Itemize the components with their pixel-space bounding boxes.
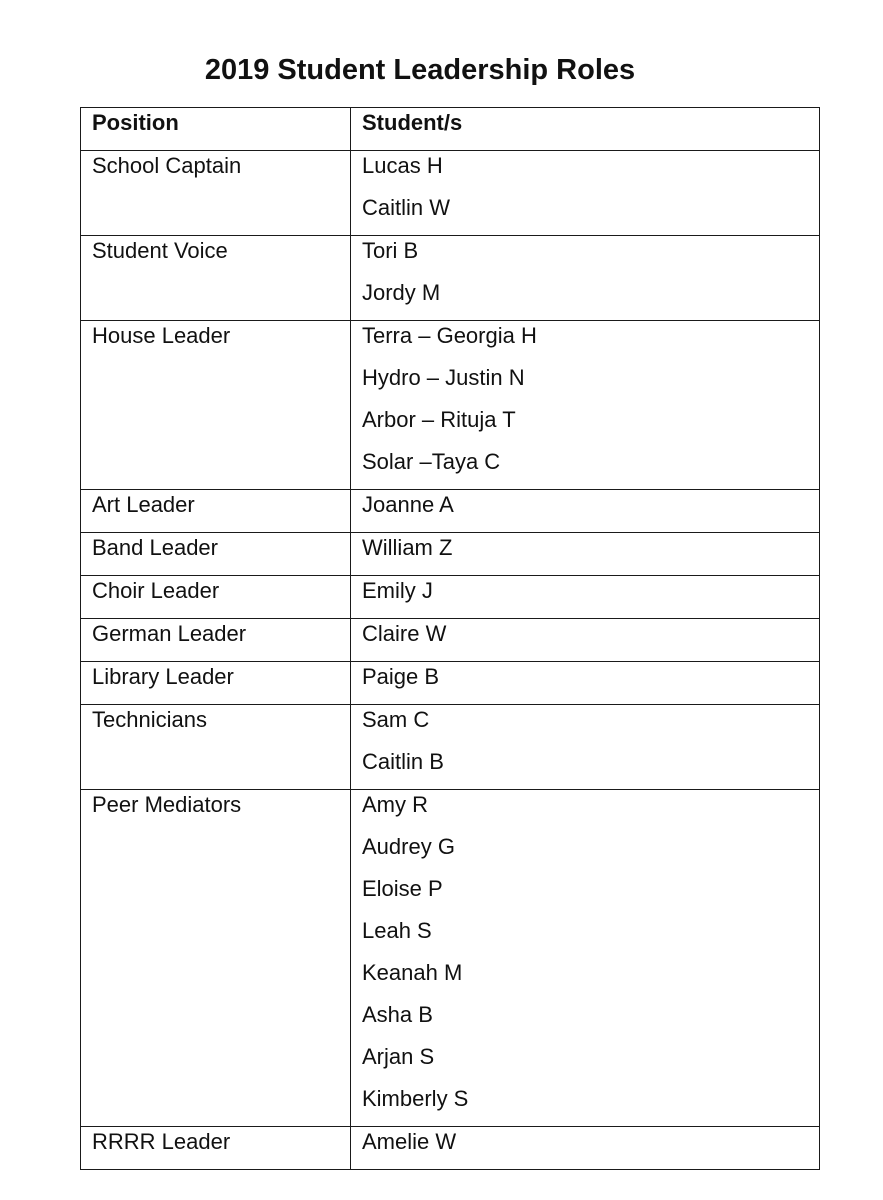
position-label: Art Leader: [92, 492, 195, 517]
students-cell: [351, 236, 820, 321]
position-label: Choir Leader: [92, 578, 220, 603]
student-name: Arbor – Rituja T: [362, 407, 516, 432]
position-cell: [81, 662, 351, 705]
position-cell: [81, 1127, 351, 1170]
table-row: [81, 662, 820, 705]
position-cell: [81, 619, 351, 662]
student-name: Sam C: [362, 707, 430, 732]
students-cell: [351, 490, 820, 533]
position-label: Band Leader: [92, 535, 218, 560]
table-row: [81, 533, 820, 576]
table-header-row: [81, 108, 820, 151]
student-name: Emily J: [362, 578, 433, 603]
student-name: Caitlin W: [362, 195, 451, 220]
table-row: [81, 321, 820, 490]
students-cell: [351, 576, 820, 619]
table-row: [81, 490, 820, 533]
student-name: Keanah M: [362, 960, 463, 985]
student-name: Tori B: [362, 238, 419, 263]
student-name: Terra – Georgia H: [362, 323, 537, 348]
header-cell-students: [351, 108, 820, 151]
column-header-position: Position: [92, 110, 179, 135]
student-name: Amy R: [362, 792, 428, 817]
position-label: Library Leader: [92, 664, 234, 689]
student-name: Caitlin B: [362, 749, 444, 774]
students-cell: [351, 1127, 820, 1170]
student-name: Eloise P: [362, 876, 443, 901]
table-row: [81, 151, 820, 236]
document-title: 2019 Student Leadership Roles: [204, 54, 636, 86]
student-name: Kimberly S: [362, 1086, 469, 1111]
position-cell: [81, 705, 351, 790]
student-name: Amelie W: [362, 1129, 457, 1154]
position-label: School Captain: [92, 153, 242, 178]
column-header-students: Student/s: [362, 110, 463, 135]
table-body: [81, 151, 820, 1170]
student-name: Solar –Taya C: [362, 449, 501, 474]
students-cell: [351, 151, 820, 236]
table-row: [81, 619, 820, 662]
student-name: William Z: [362, 535, 453, 560]
position-cell: [81, 576, 351, 619]
student-name: Paige B: [362, 664, 440, 689]
position-label: German Leader: [92, 621, 247, 646]
student-name: Claire W: [362, 621, 447, 646]
students-cell: [351, 705, 820, 790]
table-row: [81, 790, 820, 1127]
students-cell: [351, 619, 820, 662]
students-cell: [351, 790, 820, 1127]
student-name: Audrey G: [362, 834, 455, 859]
student-name: Jordy M: [362, 280, 441, 305]
position-label: RRRR Leader: [92, 1129, 231, 1154]
students-cell: [351, 662, 820, 705]
table-row: [81, 1127, 820, 1170]
position-cell: [81, 236, 351, 321]
position-cell: [81, 490, 351, 533]
students-cell: [351, 533, 820, 576]
header-cell-position: [81, 108, 351, 151]
position-cell: [81, 533, 351, 576]
position-label: House Leader: [92, 323, 231, 348]
student-name: Asha B: [362, 1002, 433, 1027]
student-name: Lucas H: [362, 153, 443, 178]
position-label: Peer Mediators: [92, 792, 242, 817]
table-row: [81, 705, 820, 790]
leadership-roles-table: [80, 107, 820, 1170]
position-cell: [81, 151, 351, 236]
table-row: [81, 236, 820, 321]
students-cell: [351, 321, 820, 490]
student-name: Joanne A: [362, 492, 454, 517]
position-cell: [81, 790, 351, 1127]
student-name: Hydro – Justin N: [362, 365, 525, 390]
student-name: Leah S: [362, 918, 432, 943]
student-name: Arjan S: [362, 1044, 435, 1069]
position-cell: [81, 321, 351, 490]
position-label: Student Voice: [92, 238, 228, 263]
position-label: Technicians: [92, 707, 207, 732]
table-row: [81, 576, 820, 619]
